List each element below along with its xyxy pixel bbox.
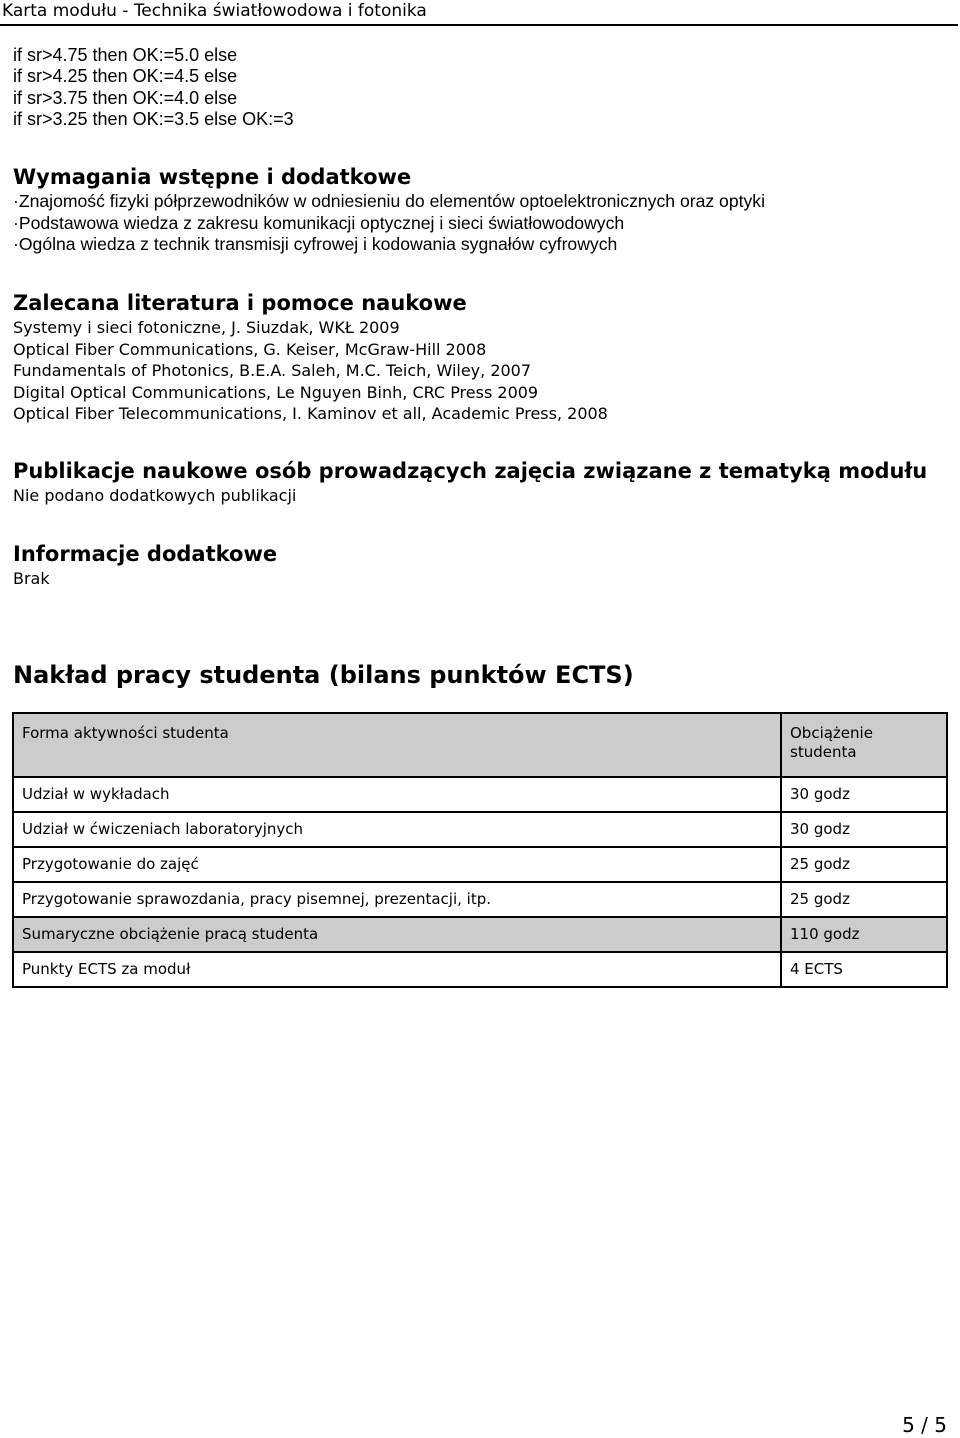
workload-title: Nakład pracy studenta (bilans punktów ECTS) xyxy=(13,661,634,689)
literature-title: Zalecana literatura i pomoce naukowe xyxy=(13,291,467,315)
load-cell: 25 godz xyxy=(781,882,947,917)
activity-cell: Przygotowanie sprawozdania, pracy pisemnej, prezentacji, itp. xyxy=(13,882,781,917)
ects-row xyxy=(13,952,947,987)
literature-section xyxy=(13,290,608,425)
column-header-load: Obciążenie studenta xyxy=(781,713,947,777)
load-cell: 30 godz xyxy=(781,812,947,847)
activity-cell: Udział w ćwiczeniach laboratoryjnych xyxy=(13,812,781,847)
literature-item: Fundamentals of Photonics, B.E.A. Saleh, M.C. Teich, Wiley, 2007 xyxy=(13,361,532,380)
activity-cell: Przygotowanie do zajęć xyxy=(13,847,781,882)
publications-text: Nie podano dodatkowych publikacji xyxy=(13,486,297,505)
table-row xyxy=(13,777,947,812)
publications-section xyxy=(13,458,927,507)
activity-cell: Udział w wykładach xyxy=(13,777,781,812)
literature-item: Digital Optical Communications, Le Nguyen Binh, CRC Press 2009 xyxy=(13,382,539,402)
grading-rule: if sr>3.75 then OK:=4.0 else xyxy=(13,87,238,108)
summary-activity-cell: Sumaryczne obciążenie pracą studenta xyxy=(13,917,781,952)
load-cell: 25 godz xyxy=(781,847,947,882)
summary-load-cell: 110 godz xyxy=(781,917,947,952)
column-header-activity: Forma aktywności studenta xyxy=(13,713,781,777)
additional-info-text: Brak xyxy=(13,569,50,588)
requirement-item: ·Ogólna wiedza z technik transmisji cyfrowej i kodowania sygnałów cyfrowych xyxy=(13,234,618,254)
table-row xyxy=(13,847,947,882)
ects-activity-cell: Punkty ECTS za moduł xyxy=(13,952,781,987)
requirement-item: ·Znajomość fizyki półprzewodników w odniesieniu do elementów optoelektronicznych oraz optyki xyxy=(13,191,766,211)
grading-rule: if sr>4.25 then OK:=4.5 else xyxy=(13,66,238,87)
grading-rule: if sr>4.75 then OK:=5.0 else xyxy=(13,45,238,65)
page-number: 5 / 5 xyxy=(902,1413,947,1437)
requirements-title: Wymagania wstępne i dodatkowe xyxy=(13,165,412,189)
page-header xyxy=(0,0,958,26)
literature-item: Optical Fiber Telecommunications, I. Kaminov et all, Academic Press, 2008 xyxy=(13,404,608,423)
publications-title: Publikacje naukowe osób prowadzących zajęcia związane z tematyką modułu xyxy=(13,459,928,483)
requirement-item: ·Podstawowa wiedza z zakresu komunikacji optycznej i sieci światłowodowych xyxy=(13,212,625,233)
summary-row xyxy=(13,917,947,952)
additional-info-section xyxy=(13,541,277,590)
document-title: Karta modułu - Technika światłowodowa i fotonika xyxy=(2,1,427,21)
table-header-row xyxy=(13,713,947,777)
grading-rule: if sr>3.25 then OK:=3.5 else OK:=3 xyxy=(13,108,294,129)
literature-item: Optical Fiber Communications, G. Keiser, McGraw-Hill 2008 xyxy=(13,339,487,359)
ects-load-cell: 4 ECTS xyxy=(781,952,947,987)
table-row xyxy=(13,812,947,847)
literature-item: Systemy i sieci fotoniczne, J. Siuzdak, WKŁ 2009 xyxy=(13,318,400,337)
table-row xyxy=(13,882,947,917)
workload-table xyxy=(12,712,948,988)
grading-rules xyxy=(13,45,294,130)
load-cell: 30 godz xyxy=(781,777,947,812)
requirements-section xyxy=(13,164,765,256)
additional-info-title: Informacje dodatkowe xyxy=(13,542,278,566)
